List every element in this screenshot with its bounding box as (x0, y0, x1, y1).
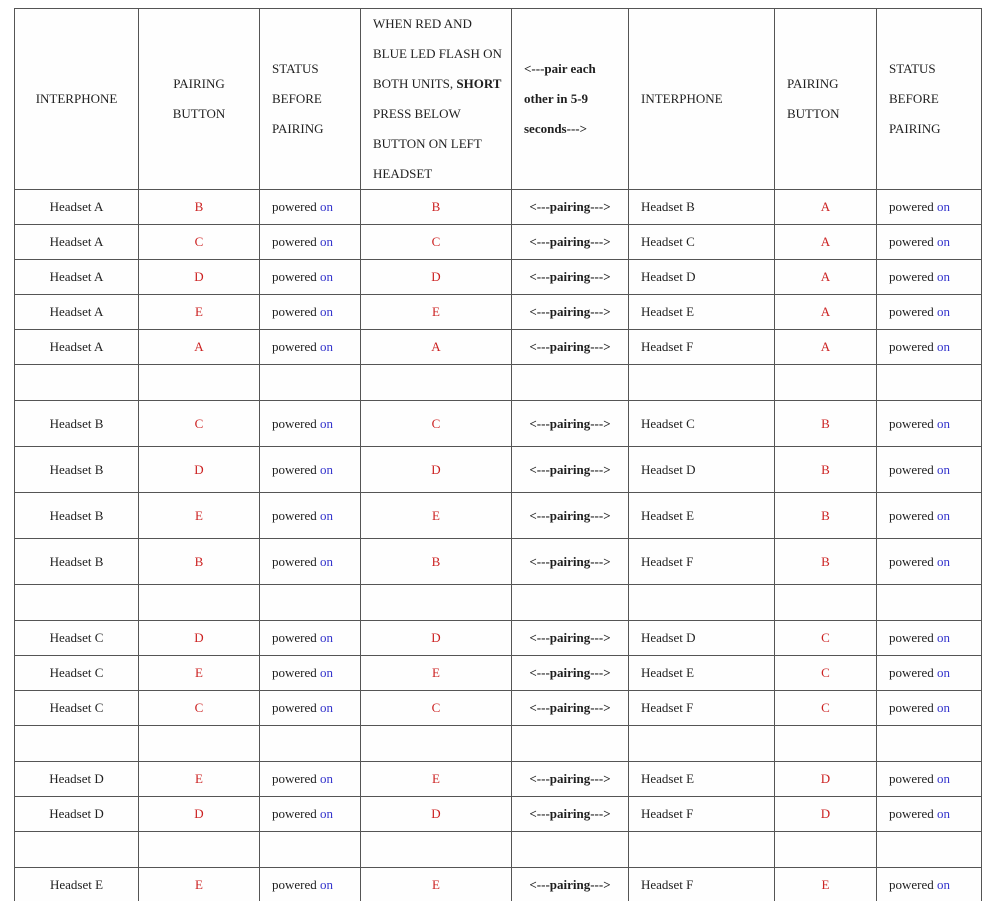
status-powered-text: powered (889, 461, 938, 477)
header-text: HEADSET (373, 166, 433, 181)
header-line (139, 69, 259, 99)
header-text-bold: SHORT (456, 76, 502, 91)
status-powered-text: powered (889, 771, 938, 786)
left-status-cell (260, 190, 361, 225)
left-interphone-cell: Headset A (15, 225, 139, 260)
press-button-cell: C (361, 225, 512, 260)
status-on-text: on (937, 553, 951, 569)
header-line (889, 84, 981, 114)
status-powered-text: powered (272, 507, 321, 523)
left-interphone-cell: Headset A (15, 260, 139, 295)
right-status-cell (877, 295, 982, 330)
status-powered-text: powered (889, 877, 938, 892)
pairing-indicator-cell: <---pairing---> (512, 868, 629, 901)
status-on-text: on (937, 461, 951, 477)
left-interphone-cell: Headset C (15, 691, 139, 726)
right-status-cell (877, 621, 982, 656)
right-status-cell (877, 762, 982, 797)
right-pairing-button-cell: A (775, 295, 877, 330)
header-pair-indicator (512, 9, 629, 190)
status-powered-text: powered (889, 553, 938, 569)
spacer-cell (260, 832, 361, 868)
table-row (15, 797, 982, 832)
header-line (373, 9, 511, 39)
pairing-indicator-cell: <---pairing---> (512, 762, 629, 797)
left-status-cell (260, 493, 361, 539)
header-text: PAIRING (272, 121, 324, 136)
status-powered-text: powered (889, 806, 938, 821)
table-row (15, 762, 982, 797)
left-pairing-button-cell: B (139, 539, 260, 585)
status-powered-text: powered (889, 507, 938, 523)
left-interphone-cell: Headset C (15, 656, 139, 691)
left-status-cell (260, 225, 361, 260)
right-interphone-cell: Headset D (629, 260, 775, 295)
header-text: STATUS (889, 61, 936, 76)
header-text: BLUE LED FLASH ON (373, 46, 502, 61)
spacer-cell (15, 726, 139, 762)
header-text: PAIRING (889, 121, 941, 136)
left-status-cell (260, 330, 361, 365)
right-interphone-cell: Headset E (629, 493, 775, 539)
status-on-text: on (937, 304, 951, 319)
spacer-cell (877, 832, 982, 868)
spacer-cell (139, 585, 260, 621)
left-status-cell (260, 621, 361, 656)
spacer-cell (629, 832, 775, 868)
status-powered-text: powered (889, 234, 938, 249)
spacer-cell (361, 832, 512, 868)
status-powered-text: powered (272, 339, 321, 354)
right-pairing-button-cell: A (775, 190, 877, 225)
right-pairing-button-cell: B (775, 447, 877, 493)
status-powered-text: powered (272, 461, 321, 477)
left-pairing-button-cell: E (139, 656, 260, 691)
left-status-cell (260, 260, 361, 295)
pairing-indicator-cell: <---pairing---> (512, 330, 629, 365)
table-row (15, 621, 982, 656)
status-on-text: on (937, 269, 951, 284)
status-on-text: on (320, 553, 334, 569)
header-text: BUTTON (172, 106, 226, 121)
status-on-text: on (320, 877, 334, 892)
pairing-indicator-cell: <---pairing---> (512, 797, 629, 832)
table-row (15, 401, 982, 447)
header-text: BEFORE (272, 91, 322, 106)
press-button-cell: A (361, 330, 512, 365)
left-status-cell (260, 797, 361, 832)
status-on-text: on (937, 630, 951, 645)
right-interphone-cell: Headset B (629, 190, 775, 225)
right-status-cell (877, 539, 982, 585)
table-row (15, 447, 982, 493)
right-status-cell (877, 190, 982, 225)
header-line (15, 84, 138, 114)
status-on-text: on (937, 806, 951, 821)
spacer-cell (139, 726, 260, 762)
header-text: PRESS BELOW (373, 106, 461, 121)
table-row (15, 260, 982, 295)
status-on-text: on (320, 630, 334, 645)
right-status-cell (877, 447, 982, 493)
spacer-cell (361, 365, 512, 401)
spacer-row (15, 726, 982, 762)
table-row (15, 656, 982, 691)
header-line (889, 114, 981, 144)
table-row (15, 330, 982, 365)
pairing-indicator-cell: <---pairing---> (512, 621, 629, 656)
press-button-cell: B (361, 539, 512, 585)
header-line (889, 54, 981, 84)
header-text: INTERPHONE (641, 91, 723, 106)
right-status-cell (877, 868, 982, 901)
spacer-cell (15, 585, 139, 621)
spacer-cell (629, 585, 775, 621)
spacer-cell (775, 832, 877, 868)
spacer-cell (361, 726, 512, 762)
spacer-cell (629, 726, 775, 762)
left-status-cell (260, 539, 361, 585)
header-line (524, 114, 628, 144)
pairing-indicator-cell: <---pairing---> (512, 493, 629, 539)
pairing-indicator-cell: <---pairing---> (512, 225, 629, 260)
status-powered-text: powered (889, 415, 938, 431)
press-button-cell: E (361, 656, 512, 691)
status-on-text: on (937, 771, 951, 786)
header-line (373, 159, 511, 189)
right-pairing-button-cell: D (775, 797, 877, 832)
left-pairing-button-cell: E (139, 493, 260, 539)
right-interphone-cell: Headset D (629, 621, 775, 656)
left-interphone-cell: Headset D (15, 762, 139, 797)
left-status-cell (260, 447, 361, 493)
status-powered-text: powered (272, 877, 321, 892)
right-status-cell (877, 330, 982, 365)
left-status-cell (260, 762, 361, 797)
right-interphone-cell: Headset F (629, 868, 775, 901)
status-on-text: on (320, 415, 334, 431)
status-powered-text: powered (272, 771, 321, 786)
spacer-cell (15, 365, 139, 401)
left-pairing-button-cell: C (139, 401, 260, 447)
press-button-cell: D (361, 447, 512, 493)
table-row (15, 190, 982, 225)
right-pairing-button-cell: D (775, 762, 877, 797)
header-row (15, 9, 982, 190)
header-pairing-button-right (775, 9, 877, 190)
header-text: BOTH UNITS, (373, 76, 457, 91)
right-interphone-cell: Headset E (629, 295, 775, 330)
press-button-cell: E (361, 493, 512, 539)
left-status-cell (260, 691, 361, 726)
left-status-cell (260, 295, 361, 330)
pairing-indicator-cell: <---pairing---> (512, 539, 629, 585)
pairing-indicator-cell: <---pairing---> (512, 656, 629, 691)
status-on-text: on (320, 507, 334, 523)
press-button-cell: E (361, 295, 512, 330)
left-interphone-cell: Headset A (15, 190, 139, 225)
status-powered-text: powered (889, 665, 938, 680)
press-button-cell: C (361, 691, 512, 726)
status-powered-text: powered (272, 630, 321, 645)
left-interphone-cell: Headset D (15, 797, 139, 832)
right-pairing-button-cell: A (775, 225, 877, 260)
left-pairing-button-cell: A (139, 330, 260, 365)
status-powered-text: powered (272, 304, 321, 319)
status-powered-text: powered (272, 199, 321, 214)
header-line (787, 69, 876, 99)
status-powered-text: powered (889, 304, 938, 319)
status-on-text: on (937, 339, 951, 354)
spacer-cell (629, 365, 775, 401)
header-text: BUTTON (787, 106, 840, 121)
spacer-cell (260, 726, 361, 762)
right-interphone-cell: Headset F (629, 797, 775, 832)
table-row (15, 691, 982, 726)
status-powered-text: powered (889, 339, 938, 354)
header-pairing-button-left (139, 9, 260, 190)
status-on-text: on (937, 507, 951, 523)
status-on-text: on (937, 700, 951, 715)
right-status-cell (877, 225, 982, 260)
header-line (373, 99, 511, 129)
pairing-table (14, 8, 982, 901)
press-button-cell: D (361, 621, 512, 656)
right-status-cell (877, 401, 982, 447)
left-status-cell (260, 656, 361, 691)
header-line (373, 39, 511, 69)
right-status-cell (877, 797, 982, 832)
right-pairing-button-cell: B (775, 539, 877, 585)
header-line (373, 129, 511, 159)
table-row (15, 868, 982, 901)
header-text: WHEN RED AND (373, 16, 472, 31)
press-button-cell: D (361, 797, 512, 832)
header-line (524, 54, 628, 84)
pairing-indicator-cell: <---pairing---> (512, 260, 629, 295)
header-text-bold: <---pair each (524, 61, 596, 76)
left-interphone-cell: Headset B (15, 447, 139, 493)
spacer-cell (775, 726, 877, 762)
left-pairing-button-cell: B (139, 190, 260, 225)
right-interphone-cell: Headset F (629, 691, 775, 726)
header-line (787, 99, 876, 129)
left-pairing-button-cell: E (139, 295, 260, 330)
press-button-cell: C (361, 401, 512, 447)
header-text: PAIRING (173, 76, 225, 91)
header-status-left (260, 9, 361, 190)
status-powered-text: powered (272, 806, 321, 821)
pairing-indicator-cell: <---pairing---> (512, 295, 629, 330)
left-pairing-button-cell: E (139, 762, 260, 797)
right-status-cell (877, 691, 982, 726)
header-line (272, 114, 360, 144)
spacer-cell (512, 832, 629, 868)
spacer-cell (361, 585, 512, 621)
table-body (15, 190, 982, 901)
header-text-bold: seconds---> (524, 121, 588, 136)
right-pairing-button-cell: C (775, 691, 877, 726)
left-pairing-button-cell: C (139, 691, 260, 726)
left-pairing-button-cell: D (139, 621, 260, 656)
spacer-cell (139, 365, 260, 401)
status-on-text: on (937, 199, 951, 214)
left-interphone-cell: Headset B (15, 539, 139, 585)
pairing-indicator-cell: <---pairing---> (512, 447, 629, 493)
left-interphone-cell: Headset A (15, 295, 139, 330)
spacer-cell (260, 365, 361, 401)
header-line (641, 84, 774, 114)
left-pairing-button-cell: C (139, 225, 260, 260)
table-row (15, 539, 982, 585)
status-on-text: on (320, 269, 334, 284)
status-powered-text: powered (272, 665, 321, 680)
status-powered-text: powered (272, 415, 321, 431)
status-powered-text: powered (272, 553, 321, 569)
spacer-cell (512, 585, 629, 621)
status-powered-text: powered (889, 269, 938, 284)
right-interphone-cell: Headset E (629, 656, 775, 691)
pairing-indicator-cell: <---pairing---> (512, 190, 629, 225)
header-text: PAIRING (787, 76, 839, 91)
status-on-text: on (320, 339, 334, 354)
right-status-cell (877, 493, 982, 539)
press-button-cell: E (361, 868, 512, 901)
spacer-cell (512, 365, 629, 401)
header-text: BEFORE (889, 91, 939, 106)
status-on-text: on (937, 877, 951, 892)
right-pairing-button-cell: A (775, 260, 877, 295)
press-button-cell: D (361, 260, 512, 295)
pairing-instructions (14, 8, 1000, 901)
header-text-bold: other in 5-9 (524, 91, 589, 106)
spacer-cell (512, 726, 629, 762)
left-interphone-cell: Headset E (15, 868, 139, 901)
header-line (272, 54, 360, 84)
status-on-text: on (320, 806, 334, 821)
left-status-cell (260, 401, 361, 447)
header-interphone-right (629, 9, 775, 190)
right-interphone-cell: Headset C (629, 401, 775, 447)
header-line (139, 99, 259, 129)
spacer-cell (775, 365, 877, 401)
header-line (373, 69, 511, 99)
status-on-text: on (937, 234, 951, 249)
spacer-cell (877, 365, 982, 401)
spacer-row (15, 832, 982, 868)
right-interphone-cell: Headset D (629, 447, 775, 493)
right-interphone-cell: Headset F (629, 330, 775, 365)
status-powered-text: powered (272, 700, 321, 715)
status-on-text: on (320, 199, 334, 214)
spacer-row (15, 365, 982, 401)
status-powered-text: powered (272, 269, 321, 284)
spacer-cell (260, 585, 361, 621)
status-on-text: on (320, 461, 334, 477)
spacer-cell (775, 585, 877, 621)
right-pairing-button-cell: C (775, 656, 877, 691)
right-status-cell (877, 260, 982, 295)
header-press-button (361, 9, 512, 190)
left-pairing-button-cell: D (139, 447, 260, 493)
status-on-text: on (320, 771, 334, 786)
status-powered-text: powered (272, 234, 321, 249)
press-button-cell: E (361, 762, 512, 797)
header-text: STATUS (272, 61, 319, 76)
spacer-cell (139, 832, 260, 868)
status-on-text: on (320, 304, 334, 319)
status-on-text: on (320, 700, 334, 715)
press-button-cell: B (361, 190, 512, 225)
header-text: BUTTON ON LEFT (373, 136, 482, 151)
status-powered-text: powered (889, 700, 938, 715)
right-pairing-button-cell: B (775, 493, 877, 539)
spacer-row (15, 585, 982, 621)
status-powered-text: powered (889, 199, 938, 214)
pairing-indicator-cell: <---pairing---> (512, 401, 629, 447)
header-text: INTERPHONE (35, 91, 118, 106)
left-pairing-button-cell: D (139, 797, 260, 832)
status-on-text: on (320, 665, 334, 680)
left-pairing-button-cell: D (139, 260, 260, 295)
left-interphone-cell: Headset A (15, 330, 139, 365)
left-status-cell (260, 868, 361, 901)
header-line (272, 84, 360, 114)
left-interphone-cell: Headset B (15, 401, 139, 447)
right-pairing-button-cell: B (775, 401, 877, 447)
right-interphone-cell: Headset C (629, 225, 775, 260)
right-pairing-button-cell: E (775, 868, 877, 901)
status-on-text: on (320, 234, 334, 249)
right-pairing-button-cell: A (775, 330, 877, 365)
right-interphone-cell: Headset F (629, 539, 775, 585)
status-on-text: on (937, 415, 951, 431)
header-interphone-left (15, 9, 139, 190)
right-status-cell (877, 656, 982, 691)
table-header (15, 9, 982, 190)
spacer-cell (877, 726, 982, 762)
status-powered-text: powered (889, 630, 938, 645)
header-line (524, 84, 628, 114)
status-on-text: on (937, 665, 951, 680)
spacer-cell (877, 585, 982, 621)
spacer-cell (15, 832, 139, 868)
left-interphone-cell: Headset C (15, 621, 139, 656)
right-pairing-button-cell: C (775, 621, 877, 656)
left-pairing-button-cell: E (139, 868, 260, 901)
table-row (15, 225, 982, 260)
pairing-indicator-cell: <---pairing---> (512, 691, 629, 726)
table-row (15, 493, 982, 539)
left-interphone-cell: Headset B (15, 493, 139, 539)
right-interphone-cell: Headset E (629, 762, 775, 797)
header-status-right (877, 9, 982, 190)
table-row (15, 295, 982, 330)
